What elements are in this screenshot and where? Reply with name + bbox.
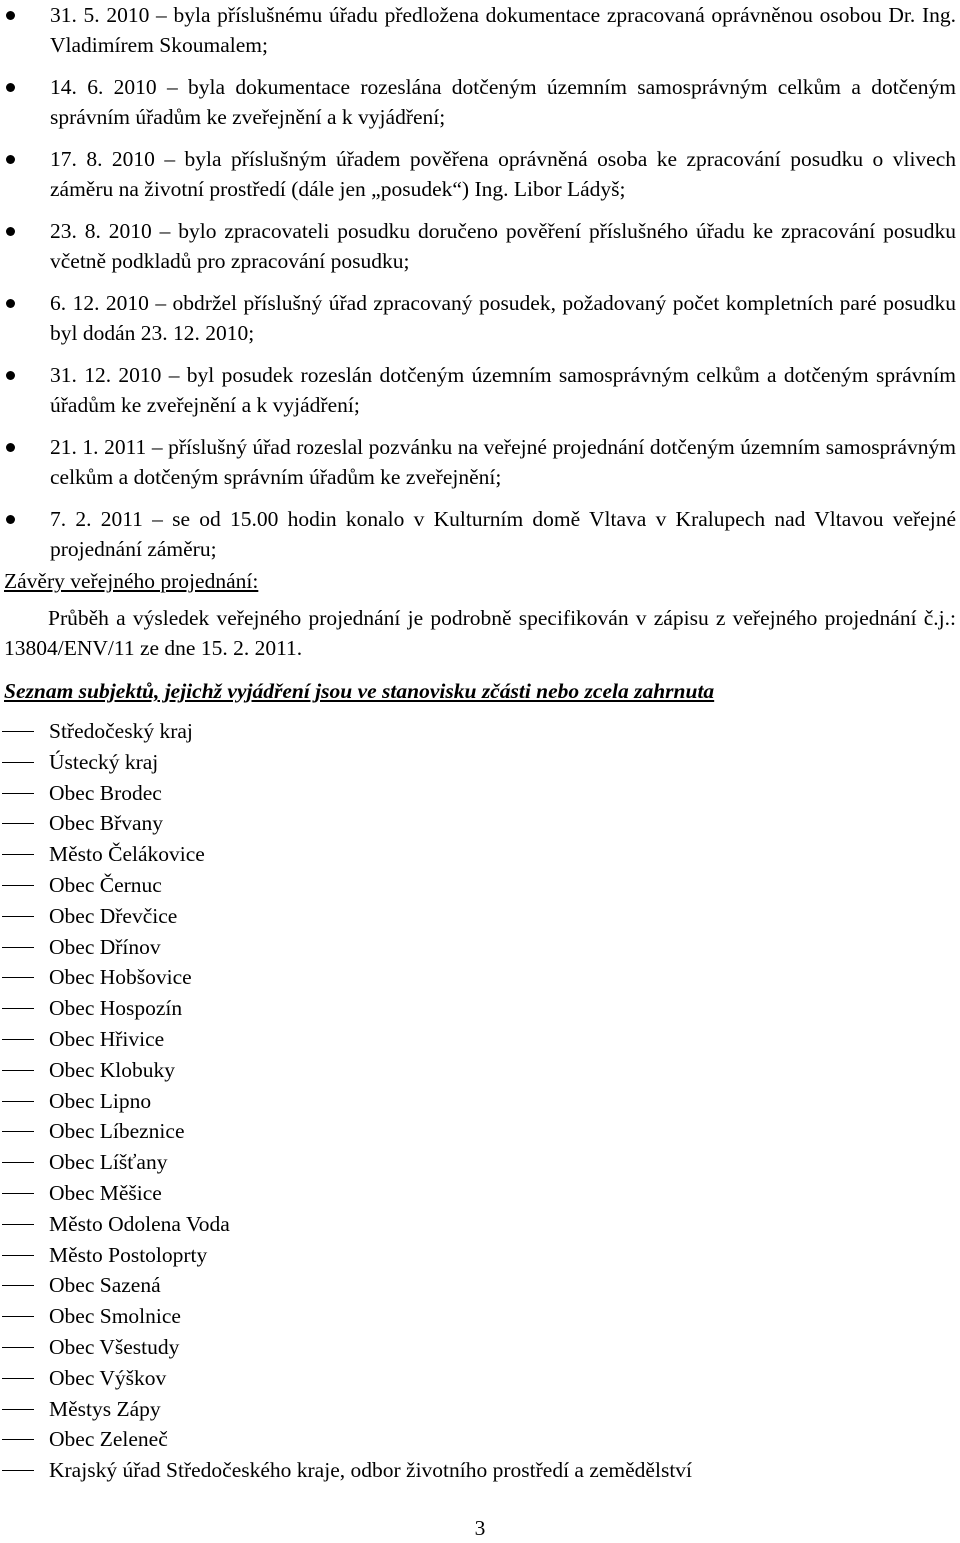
subject-item (0, 1024, 960, 1055)
dash-icon (2, 1316, 34, 1317)
subject-item (0, 778, 960, 809)
timeline-text: 14. 6. 2010 – byla dokumentace rozeslána dotčeným územním samosprávným celkům a dotčeným správním úřadům ke zveřejnění a k vyjádření; (50, 75, 956, 129)
subject-item (0, 962, 960, 993)
dash-icon (2, 731, 34, 732)
timeline-item (0, 288, 960, 348)
subject-item (0, 716, 960, 747)
subject-item (0, 1455, 960, 1486)
subject-label: Obec Hobšovice (49, 965, 192, 990)
subject-label: Obec Břvany (49, 811, 164, 836)
dash-icon (2, 1039, 34, 1040)
subject-item (0, 993, 960, 1024)
subject-label: Obec Hřivice (49, 1026, 165, 1051)
dash-icon (2, 977, 34, 978)
dash-icon (2, 916, 34, 917)
dash-icon (2, 1255, 34, 1256)
subject-label: Ústecký kraj (49, 749, 159, 774)
timeline-text: 31. 5. 2010 – byla příslušnému úřadu předložena dokumentace zpracovaná oprávněnou osobou Dr. Ing. Vladimírem Skoumalem; (50, 3, 956, 57)
timeline-text: 7. 2. 2011 – se od 15.00 hodin konalo v Kulturním domě Vltava v Kralupech nad Vltavou veřejné projednání záměru; (50, 507, 956, 561)
subject-label: Obec Smolnice (49, 1304, 181, 1329)
conclusions-text: Průběh a výsledek veřejného projednání je podrobně specifikován v zápisu z veřejného projednání č.j.: 13804/ENV/11 ze dne 15. 2. 2011. (4, 606, 956, 660)
subject-item (0, 1178, 960, 1209)
subject-label: Obec Líšťany (49, 1150, 168, 1175)
subject-label: Město Čelákovice (49, 842, 205, 867)
dash-icon (2, 1070, 34, 1071)
subject-label: Obec Klobuky (49, 1057, 175, 1082)
subject-item (0, 1147, 960, 1178)
dash-icon (2, 947, 34, 948)
subject-item (0, 1394, 960, 1425)
subject-label: Obec Sazená (49, 1273, 161, 1298)
dash-icon (2, 885, 34, 886)
subject-item (0, 1270, 960, 1301)
timeline-text: 6. 12. 2010 – obdržel příslušný úřad zpracovaný posudek, požadovaný počet kompletních paré posudku byl dodán 23. 12. 2010; (50, 291, 956, 345)
subjects-list (0, 716, 960, 1486)
subject-item (0, 1240, 960, 1271)
subject-label: Obec Hospozín (49, 996, 183, 1021)
dash-icon (2, 1101, 34, 1102)
bullet-icon (6, 155, 15, 164)
timeline-item (0, 72, 960, 132)
dash-icon (2, 762, 34, 763)
subject-label: Obec Všestudy (49, 1334, 180, 1359)
bullet-icon (6, 227, 15, 236)
bullet-icon (6, 371, 15, 380)
timeline-item (0, 360, 960, 420)
timeline-text: 31. 12. 2010 – byl posudek rozeslán dotčeným územním samosprávným celkům a dotčeným správním úřadům ke zveřejnění a k vyjádření; (50, 363, 956, 417)
timeline-item (0, 216, 960, 276)
conclusions-heading: Závěry veřejného projednání: (4, 569, 259, 593)
bullet-icon (6, 11, 15, 20)
bullet-icon (6, 299, 15, 308)
timeline-item (0, 504, 960, 564)
subject-label: Město Postoloprty (49, 1242, 208, 1267)
subject-item (0, 1332, 960, 1363)
subject-label: Obec Líbeznice (49, 1119, 185, 1144)
subject-item (0, 1055, 960, 1086)
subject-item (0, 901, 960, 932)
subject-item (0, 808, 960, 839)
subject-label: Obec Zeleneč (49, 1427, 168, 1452)
subject-label: Obec Dřevčice (49, 903, 178, 928)
timeline-item (0, 0, 960, 60)
dash-icon (2, 823, 34, 824)
dash-icon (2, 1347, 34, 1348)
subject-item (0, 747, 960, 778)
subject-label: Obec Brodec (49, 780, 162, 805)
bullet-icon (6, 443, 15, 452)
subject-label: Obec Lipno (49, 1088, 152, 1113)
timeline-text: 17. 8. 2010 – byla příslušným úřadem pověřena oprávněná osoba ke zpracování posudku o vlivech záměru na životní prostředí (dále jen „posudek“) Ing. Libor Ládyš; (50, 147, 956, 201)
timeline-text: 21. 1. 2011 – příslušný úřad rozeslal pozvánku na veřejné projednání dotčeným územním samosprávným celkům a dotčeným správním úřadům ke zveřejnění; (50, 435, 956, 489)
subject-label: Městys Zápy (49, 1396, 161, 1421)
subject-item (0, 1209, 960, 1240)
dash-icon (2, 1470, 34, 1471)
subject-label: Obec Černuc (49, 872, 162, 897)
subject-label: Středočeský kraj (49, 719, 193, 743)
dash-icon (2, 793, 34, 794)
subject-label: Krajský úřad Středočeského kraje, odbor životního prostředí a zemědělství (49, 1458, 693, 1483)
dash-icon (2, 1162, 34, 1163)
dash-icon (2, 1409, 34, 1410)
timeline-list (0, 0, 960, 576)
dash-icon (2, 1285, 34, 1286)
dash-icon (2, 1439, 34, 1440)
page-number: 3 (474, 1516, 486, 1540)
subject-label: Obec Dřínov (49, 934, 161, 959)
timeline-item (0, 432, 960, 492)
subject-item (0, 932, 960, 963)
dash-icon (2, 1008, 34, 1009)
timeline-item (0, 144, 960, 204)
dash-icon (2, 1131, 34, 1132)
subject-item (0, 839, 960, 870)
timeline-text: 23. 8. 2010 – bylo zpracovateli posudku doručeno pověření příslušného úřadu ke zpracování posudku včetně podkladů pro zpracování posudku; (50, 219, 956, 273)
subject-item (0, 1363, 960, 1394)
dash-icon (2, 1193, 34, 1194)
subject-item (0, 1116, 960, 1147)
subject-label: Město Odolena Voda (49, 1211, 230, 1236)
bullet-icon (6, 83, 15, 92)
subject-item (0, 1086, 960, 1117)
subject-label: Obec Měšice (49, 1180, 162, 1205)
subject-label: Obec Výškov (49, 1365, 167, 1390)
dash-icon (2, 1224, 34, 1225)
bullet-icon (6, 515, 15, 524)
subject-item (0, 1424, 960, 1455)
dash-icon (2, 1378, 34, 1379)
subject-item (0, 870, 960, 901)
dash-icon (2, 854, 34, 855)
subject-item (0, 1301, 960, 1332)
subjects-heading: Seznam subjektů, jejichž vyjádření jsou ve stanovisku zčásti nebo zcela zahrnuta (4, 679, 715, 703)
